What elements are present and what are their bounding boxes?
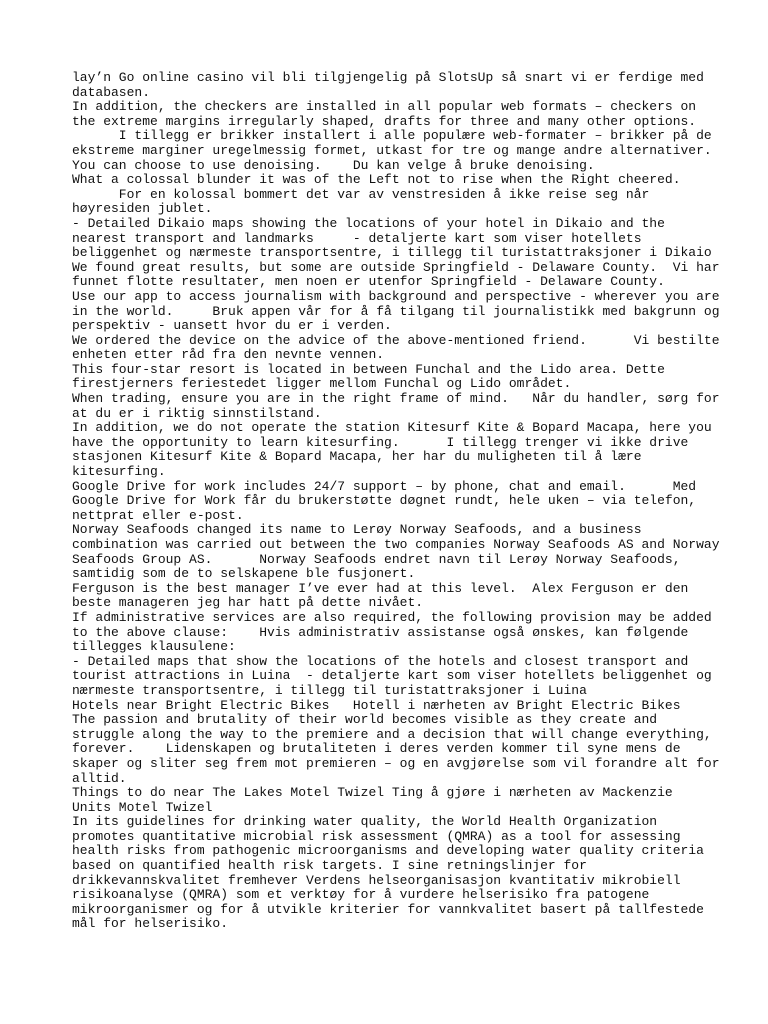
document-text-line: tourist attractions in Luina - detaljerte kart som viser hotellets beliggenhet og xyxy=(72,668,712,684)
document-text-line: - Detailed Dikaio maps showing the locations of your hotel in Dikaio and the xyxy=(72,215,665,231)
document-text-line: nærmeste transportsentre, i tillegg til turistattraksjoner i Luina xyxy=(72,682,587,698)
document-text-line: promotes quantitative microbial risk assessment (QMRA) as a tool for assessing xyxy=(72,828,681,844)
document-text-line: struggle along the way to the premiere and a decision that will change everything, xyxy=(72,726,712,742)
document-text-line: stasjonen Kitesurf Kite & Bopard Macapa, her har du muligheten til å lære xyxy=(72,449,642,465)
document-text-line: Units Motel Twizel xyxy=(72,799,213,815)
document-text-line: This four-star resort is located in between Funchal and the Lido area. Dette xyxy=(72,361,665,377)
document-text-line: skaper og sliter seg frem mot premieren – og en avgjørelse som vil forandre alt for xyxy=(72,755,720,771)
document-text-line: perspektiv - uansett hvor du er i verden. xyxy=(72,318,392,334)
document-text-line: høyresiden jublet. xyxy=(72,201,213,217)
document-text-line: in the world. Bruk appen vår for å få tilgang til journalistikk med bakgrunn og xyxy=(72,303,720,319)
document-text-line: mikroorganismer og for å utvikle kriterier for vannkvalitet basert på tallfestede xyxy=(72,901,704,917)
document-text-line: drikkevannskvalitet fremhever Verdens helseorganisasjon kvantitativ mikrobiell xyxy=(72,872,681,888)
document-text-line: - Detailed maps that show the locations of the hotels and closest transport and xyxy=(72,653,689,669)
document-text-line: In its guidelines for drinking water quality, the World Health Organization xyxy=(72,814,658,830)
document-text-line: Ferguson is the best manager I’ve ever had at this level. Alex Ferguson er den xyxy=(72,580,689,596)
document-text-line: We ordered the device on the advice of the above-mentioned friend. Vi bestilte xyxy=(72,332,720,348)
document-text-line: funnet flotte resultater, men noen er utenfor Springfield - Delaware County. xyxy=(72,274,665,290)
document-text-line: Google Drive for Work får du brukerstøtte døgnet rundt, hele uken – via telefon, xyxy=(72,493,697,509)
document-text-line: nearest transport and landmarks - detaljerte kart som viser hotellets xyxy=(72,230,642,246)
document-text-line: based on quantified health risk targets. I sine retningslinjer for xyxy=(72,858,587,874)
document-text-line: databasen. xyxy=(72,84,151,100)
document-text-line: beste manageren jeg har hatt på dette nivået. xyxy=(72,595,424,611)
document-text-line: In addition, we do not operate the station Kitesurf Kite & Bopard Macapa, here you xyxy=(72,420,712,436)
document-text-line: We found great results, but some are outside Springfield - Delaware County. Vi har xyxy=(72,259,720,275)
document-text-line: Norway Seafoods changed its name to Lerøy Norway Seafoods, and a business xyxy=(72,522,642,538)
document-text-line: I tillegg er brikker installert i alle populære web-formater – brikker på de xyxy=(72,128,712,144)
document-text-line: have the opportunity to learn kitesurfing. I tillegg trenger vi ikke drive xyxy=(72,434,689,450)
document-text-line: Hotels near Bright Electric Bikes Hotell i nærheten av Bright Electric Bikes xyxy=(72,697,681,713)
document-text-line: lay’n Go online casino vil bli tilgjengelig på SlotsUp så snart vi er ferdige med xyxy=(72,70,704,85)
document-text-line: The passion and brutality of their world becomes visible as they create and xyxy=(72,712,658,728)
document-text-line: ekstreme marginer uregelmessig formet, utkast for tre og mange andre alternativer. xyxy=(72,142,712,158)
document-page xyxy=(72,70,720,932)
document-text-line: health risks from pathogenic microorganisms and developing water quality criteria xyxy=(72,843,704,859)
document-text-line: forever. Lidenskapen og brutaliteten i deres verden kommer til syne mens de xyxy=(72,741,681,757)
document-text-line: nettprat eller e-post. xyxy=(72,507,244,523)
document-text-line: alltid. xyxy=(72,770,127,786)
document-text-line: to the above clause: Hvis administrativ assistanse også ønskes, kan følgende xyxy=(72,624,689,640)
document-text-line: risikoanalyse (QMRA) som et verktøy for å vurdere helserisiko fra patogene xyxy=(72,887,650,903)
document-text-line: at du er i riktig sinnstilstand. xyxy=(72,405,322,421)
document-text-line: combination was carried out between the two companies Norway Seafoods AS and Norway xyxy=(72,537,720,552)
document-text-line: You can choose to use denoising. Du kan velge å bruke denoising. xyxy=(72,157,595,173)
document-text-line: What a colossal blunder it was of the Left not to rise when the Right cheered. xyxy=(72,172,681,188)
document-text-line: Use our app to access journalism with background and perspective - wherever you are xyxy=(72,288,720,304)
document-text-line: When trading, ensure you are in the right frame of mind. Når du handler, sørg for xyxy=(72,391,720,407)
document-text-line: beliggenhet og nærmeste transportsentre, i tillegg til turistattraksjoner i Dikaio xyxy=(72,245,712,261)
document-text-line: samtidig som de to selskapene ble fusjonert. xyxy=(72,566,416,582)
document-text-line: Things to do near The Lakes Motel Twizel Ting å gjøre i nærheten av Mackenzie xyxy=(72,785,673,801)
document-text-line: kitesurfing. xyxy=(72,464,166,480)
document-text-line: tillegges klausulene: xyxy=(72,639,236,655)
document-text-line: the extreme margins irregularly shaped, drafts for three and many other options. xyxy=(72,113,697,129)
document-text-line: For en kolossal bommert det var av venstresiden å ikke reise seg når xyxy=(72,186,650,202)
document-text-line: Seafoods Group AS. Norway Seafoods endret navn til Lerøy Norway Seafoods, xyxy=(72,551,681,567)
document-text-line: Google Drive for work includes 24/7 support – by phone, chat and email. Med xyxy=(72,478,697,494)
document-text-line: mål for helserisiko. xyxy=(72,916,229,932)
document-text-line: firestjerners feriestedet ligger mellom Funchal og Lido området. xyxy=(72,376,572,392)
document-text-line: enheten etter råd fra den nevnte vennen. xyxy=(72,347,385,363)
document-text-line: In addition, the checkers are installed in all popular web formats – checkers on xyxy=(72,99,697,115)
document-text-line: If administrative services are also required, the following provision may be added xyxy=(72,609,712,625)
